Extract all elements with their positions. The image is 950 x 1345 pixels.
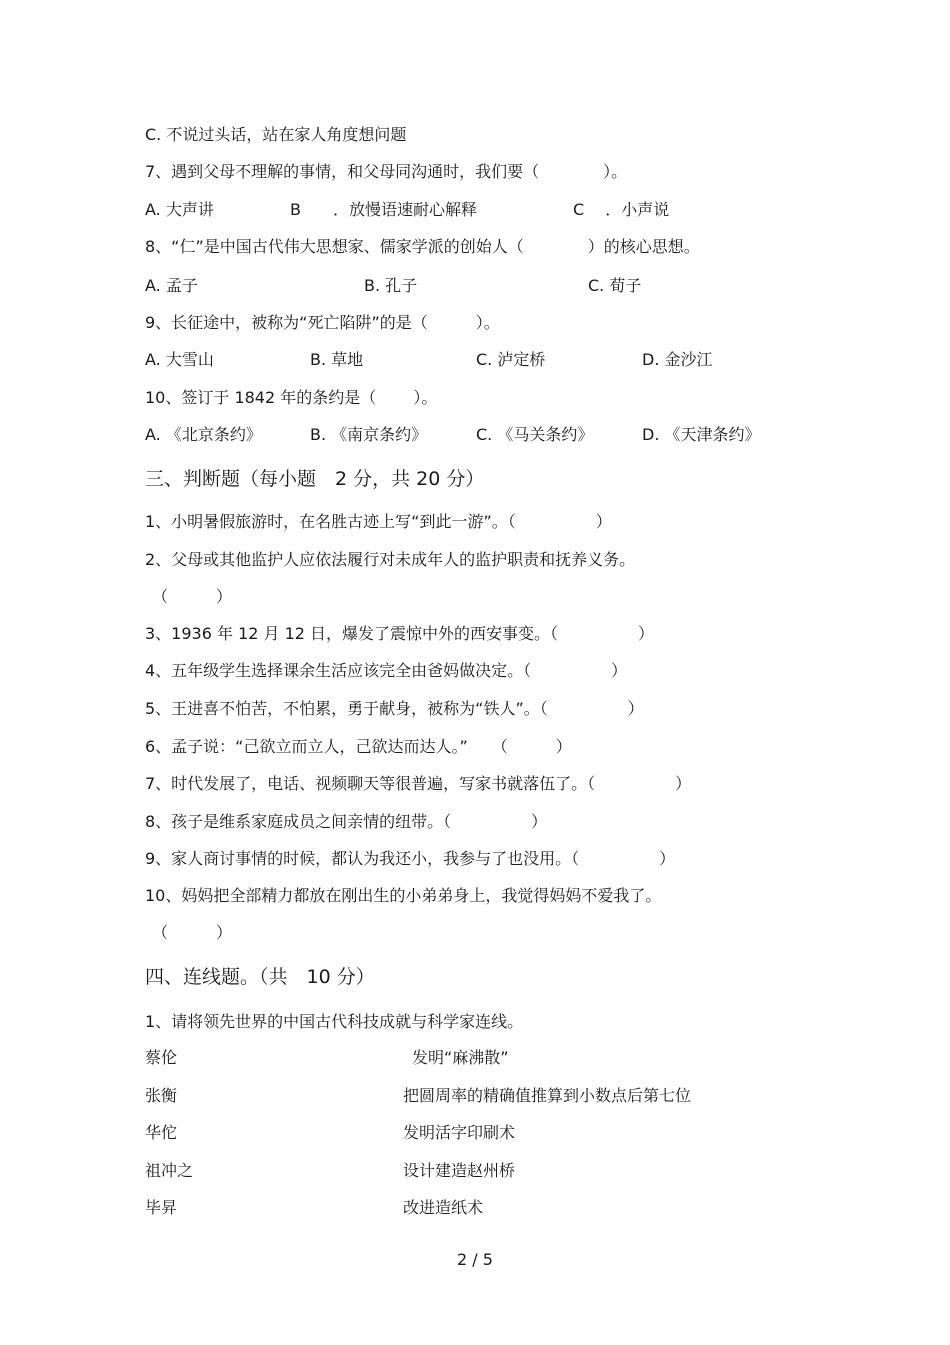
tf-item-4: 4、五年级学生选择课余生活应该完全由爸妈做决定。（ ） bbox=[145, 661, 628, 680]
question-7-option-a: A. 大声讲 bbox=[145, 200, 214, 219]
tf-item-3: 3、1936 年 12 月 12 日，爆发了震惊中外的西安事变。（ ） bbox=[145, 624, 655, 643]
question-10-option-c: C. 《马关条约》 bbox=[476, 425, 594, 444]
question-10-option-d: D. 《天津条约》 bbox=[642, 425, 761, 444]
question-8-option-c: C. 荀子 bbox=[588, 276, 642, 295]
section-4-heading: 四、连线题。（共 10 分） bbox=[145, 966, 375, 988]
matching-instruction: 1、请将领先世界的中国古代科技成就与科学家连线。 bbox=[145, 1012, 524, 1031]
question-9-text: 9、长征途中，被称为“死亡陷阱”的是（ ）。 bbox=[145, 313, 500, 332]
tf-item-7: 7、时代发展了，电话、视频聊天等很普遍，写家书就落伍了。（ ） bbox=[145, 774, 692, 793]
question-10-option-b: B. 《南京条约》 bbox=[310, 425, 428, 444]
scientist-1: 蔡伦 bbox=[145, 1048, 178, 1067]
scientist-4: 祖冲之 bbox=[145, 1161, 194, 1180]
section-3-heading: 三、判断题（每小题 2 分，共 20 分） bbox=[145, 468, 485, 490]
achievement-4: 设计建造赵州桥 bbox=[403, 1161, 516, 1180]
tf-item-5: 5、王进喜不怕苦，不怕累，勇于献身，被称为“铁人”。（ ） bbox=[145, 699, 644, 718]
question-9-option-d: D. 金沙江 bbox=[642, 350, 713, 369]
question-7-text: 7、遇到父母不理解的事情，和父母同沟通时，我们要（ ）。 bbox=[145, 162, 628, 181]
question-8-option-a: A. 孟子 bbox=[145, 276, 198, 295]
question-9-option-b: B. 草地 bbox=[310, 350, 364, 369]
achievement-3: 发明活字印刷术 bbox=[403, 1123, 516, 1142]
tf-item-10-blank: （ ） bbox=[152, 923, 233, 942]
question-8-option-b: B. 孔子 bbox=[364, 276, 418, 295]
achievement-1: 发明“麻沸散” bbox=[412, 1048, 509, 1067]
question-7-option-c: C ．小声说 bbox=[573, 200, 670, 219]
scientist-5: 毕昇 bbox=[145, 1198, 178, 1217]
question-7-option-b: B ．放慢语速耐心解释 bbox=[290, 200, 477, 219]
tf-item-8: 8、孩子是维系家庭成员之间亲情的纽带。（ ） bbox=[145, 812, 548, 831]
achievement-5: 改进造纸术 bbox=[403, 1198, 484, 1217]
page-number: 2 / 5 bbox=[457, 1250, 493, 1269]
question-10-text: 10、签订于 1842 年的条约是（ ）。 bbox=[145, 388, 438, 407]
question-8-text: 8、“仁”是中国古代伟大思想家、儒家学派的创始人（ ）的核心思想。 bbox=[145, 237, 700, 256]
achievement-2: 把圆周率的精确值推算到小数点后第七位 bbox=[403, 1086, 692, 1105]
question-9-option-a: A. 大雪山 bbox=[145, 350, 214, 369]
scientist-2: 张衡 bbox=[145, 1086, 178, 1105]
tf-item-9: 9、家人商讨事情的时候，都认为我还小，我参与了也没用。（ ） bbox=[145, 849, 676, 868]
tf-item-6: 6、孟子说：“己欲立而立人，己欲达而达人。” （ ） bbox=[145, 737, 572, 756]
scientist-3: 华佗 bbox=[145, 1123, 178, 1142]
tf-item-10: 10、妈妈把全部精力都放在刚出生的小弟弟身上，我觉得妈妈不爱我了。 bbox=[145, 886, 662, 905]
tf-item-1: 1、小明暑假旅游时，在名胜古迹上写“到此一游”。（ ） bbox=[145, 512, 612, 531]
question-10-option-a: A. 《北京条约》 bbox=[145, 425, 262, 444]
question-6-option-c: C. 不说过头话，站在家人角度想问题 bbox=[145, 125, 407, 144]
tf-item-2: 2、父母或其他监护人应依法履行对未成年人的监护职责和抚养义务。 bbox=[145, 550, 636, 569]
question-9-option-c: C. 泸定桥 bbox=[476, 350, 546, 369]
tf-item-2-blank: （ ） bbox=[152, 587, 233, 606]
